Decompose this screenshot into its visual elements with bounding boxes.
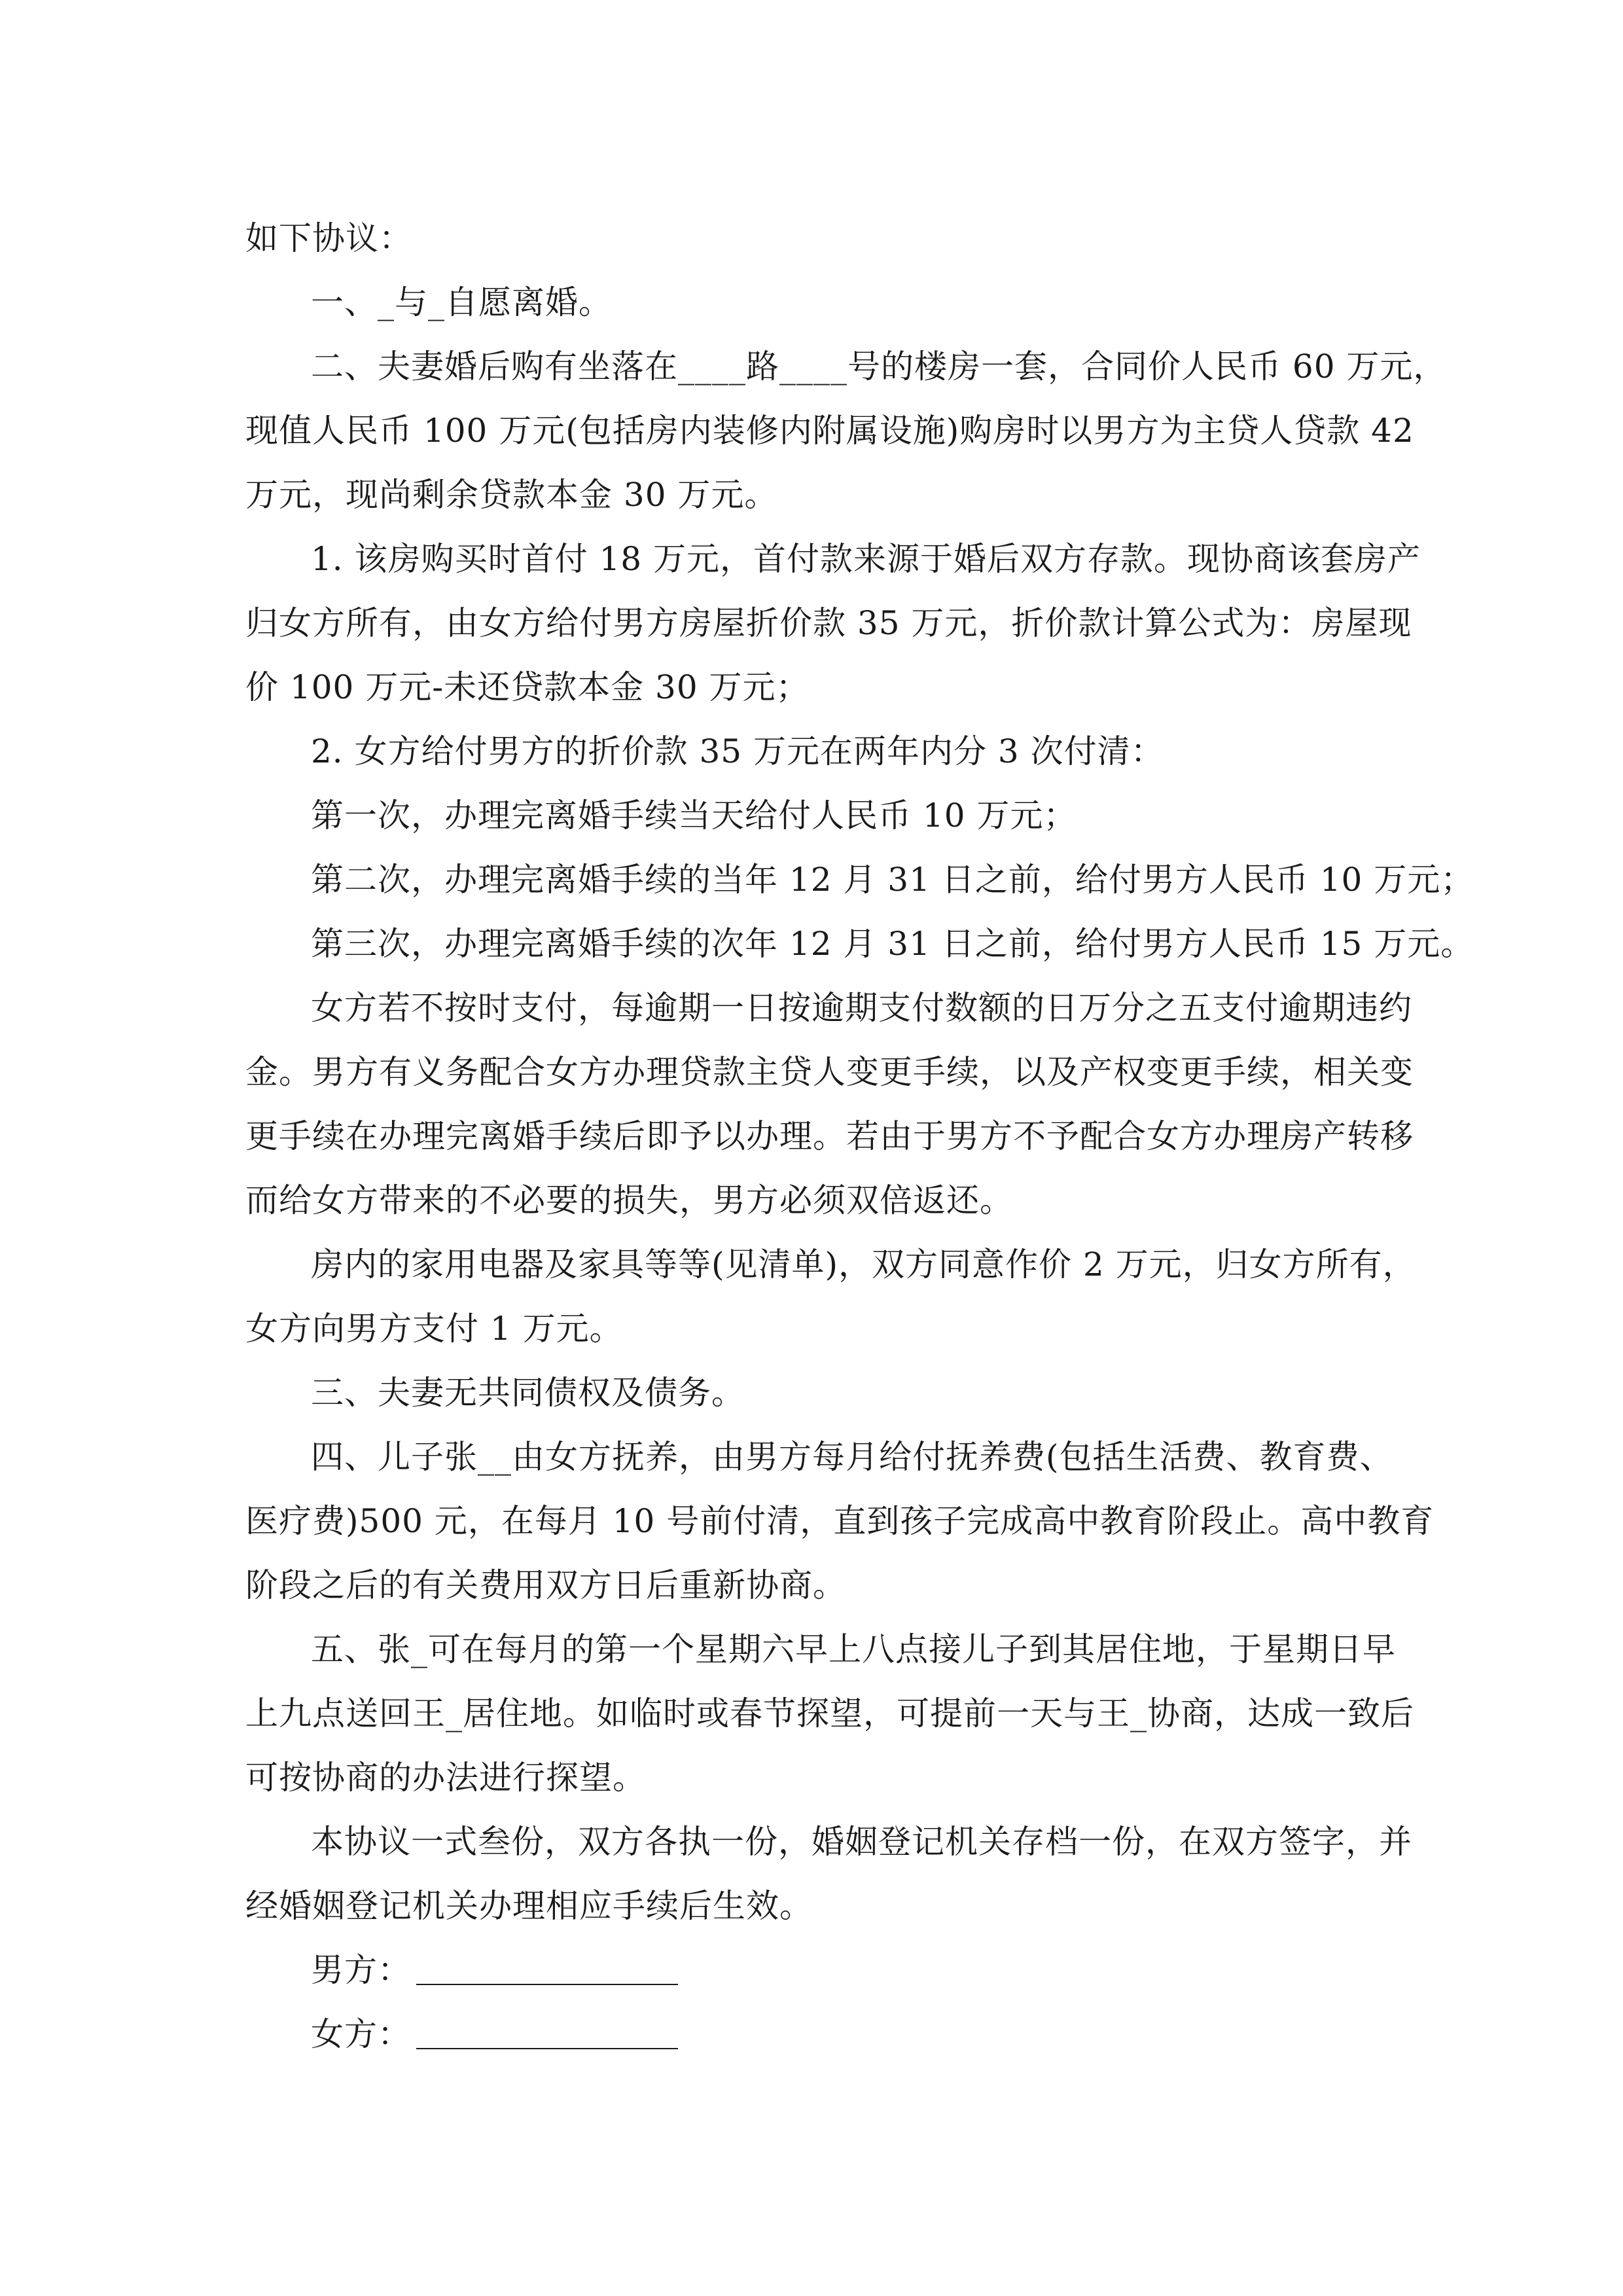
clause-2-line: 二、夫妻婚后购有坐落在____路____号的楼房一套，合同价人民币 60 万元， xyxy=(311,348,1447,386)
signature-female-line xyxy=(416,2048,678,2049)
clause-3: 三、夫妻无共同债权及债务。 xyxy=(311,1374,745,1412)
penalty-clause xyxy=(245,976,1414,1232)
clause-4 xyxy=(245,1425,1435,1617)
penalty-line: 更手续在办理完离婚手续后即予以办理。若由于男方不予配合女方办理房产转移 xyxy=(245,1117,1414,1155)
signature-female-label: 女方： xyxy=(311,2015,411,2053)
closing-line: 本协议一式叁份，双方各执一份，婚姻登记机关存档一份，在双方签字，并 xyxy=(311,1823,1412,1861)
clause-2 xyxy=(245,334,1447,527)
signature-female xyxy=(245,2002,1384,2066)
signature-male-label: 男方： xyxy=(311,1951,411,1989)
clause-1: 一、_与_自愿离婚。 xyxy=(311,283,612,321)
penalty-line: 女方若不按时支付，每逾期一日按逾期支付数额的日万分之五支付逾期违约 xyxy=(311,989,1412,1027)
item-2: 2. 女方给付男方的折价款 35 万元在两年内分 3 次付清： xyxy=(311,732,1164,770)
item-1-line: 价 100 万元-未还贷款本金 30 万元； xyxy=(245,668,810,706)
item-1-line: 归女方所有，由女方给付男方房屋折价款 35 万元，折价款计算公式为：房屋现 xyxy=(245,604,1412,642)
clause-5 xyxy=(245,1617,1414,1810)
clause-5-line: 五、张_可在每月的第一个星期六早上八点接儿子到其居住地，于星期日早 xyxy=(311,1630,1396,1668)
clause-5-line: 上九点送回王_居住地。如临时或春节探望，可提前一天与王_协商，达成一致后 xyxy=(245,1695,1414,1732)
payment-1: 第一次，办理完离婚手续当天给付人民币 10 万元； xyxy=(311,797,1077,834)
clause-4-line: 阶段之后的有关费用双方日后重新协商。 xyxy=(245,1566,846,1604)
clause-2-line: 万元，现尚剩余贷款本金 30 万元。 xyxy=(245,476,778,514)
payment-3: 第三次，办理完离婚手续的次年 12 月 31 日之前，给付男方人民币 15 万元。 xyxy=(311,925,1474,963)
agreement-body xyxy=(245,206,1474,2066)
appliances-line: 女方向男方支付 1 万元。 xyxy=(245,1310,623,1348)
clause-5-line: 可按协商的办法进行探望。 xyxy=(245,1759,646,1797)
appliances-line: 房内的家用电器及家具等等(见清单)，双方同意作价 2 万元，归女方所有， xyxy=(311,1246,1416,1283)
signature-male xyxy=(245,1938,1384,2002)
signature-male-line xyxy=(416,1984,678,1985)
closing-clause xyxy=(245,1810,1412,1938)
clause-4-line: 四、儿子张__由女方抚养，由男方每月给付抚养费(包括生活费、教育费、 xyxy=(311,1438,1393,1476)
item-1 xyxy=(245,527,1421,719)
payment-2: 第二次，办理完离婚手续的当年 12 月 31 日之前，给付男方人民币 10 万元； xyxy=(311,861,1474,899)
appliances-clause xyxy=(245,1232,1416,1361)
penalty-line: 而给女方带来的不必要的损失，男方必须双倍返还。 xyxy=(245,1181,1013,1219)
clause-4-line: 医疗费)500 元，在每月 10 号前付清，直到孩子完成高中教育阶段止。高中教育 xyxy=(245,1502,1435,1540)
intro-text: 如下协议： xyxy=(245,219,412,257)
penalty-line: 金。男方有义务配合女方办理贷款主贷人变更手续，以及产权变更手续，相关变 xyxy=(245,1053,1414,1091)
clause-2-line: 现值人民币 100 万元(包括房内装修内附属设施)购房时以男方为主贷人贷款 42 xyxy=(245,412,1414,450)
closing-line: 经婚姻登记机关办理相应手续后生效。 xyxy=(245,1887,813,1925)
item-1-line: 1. 该房购买时首付 18 万元，首付款来源于婚后双方存款。现协商该套房产 xyxy=(311,540,1421,578)
